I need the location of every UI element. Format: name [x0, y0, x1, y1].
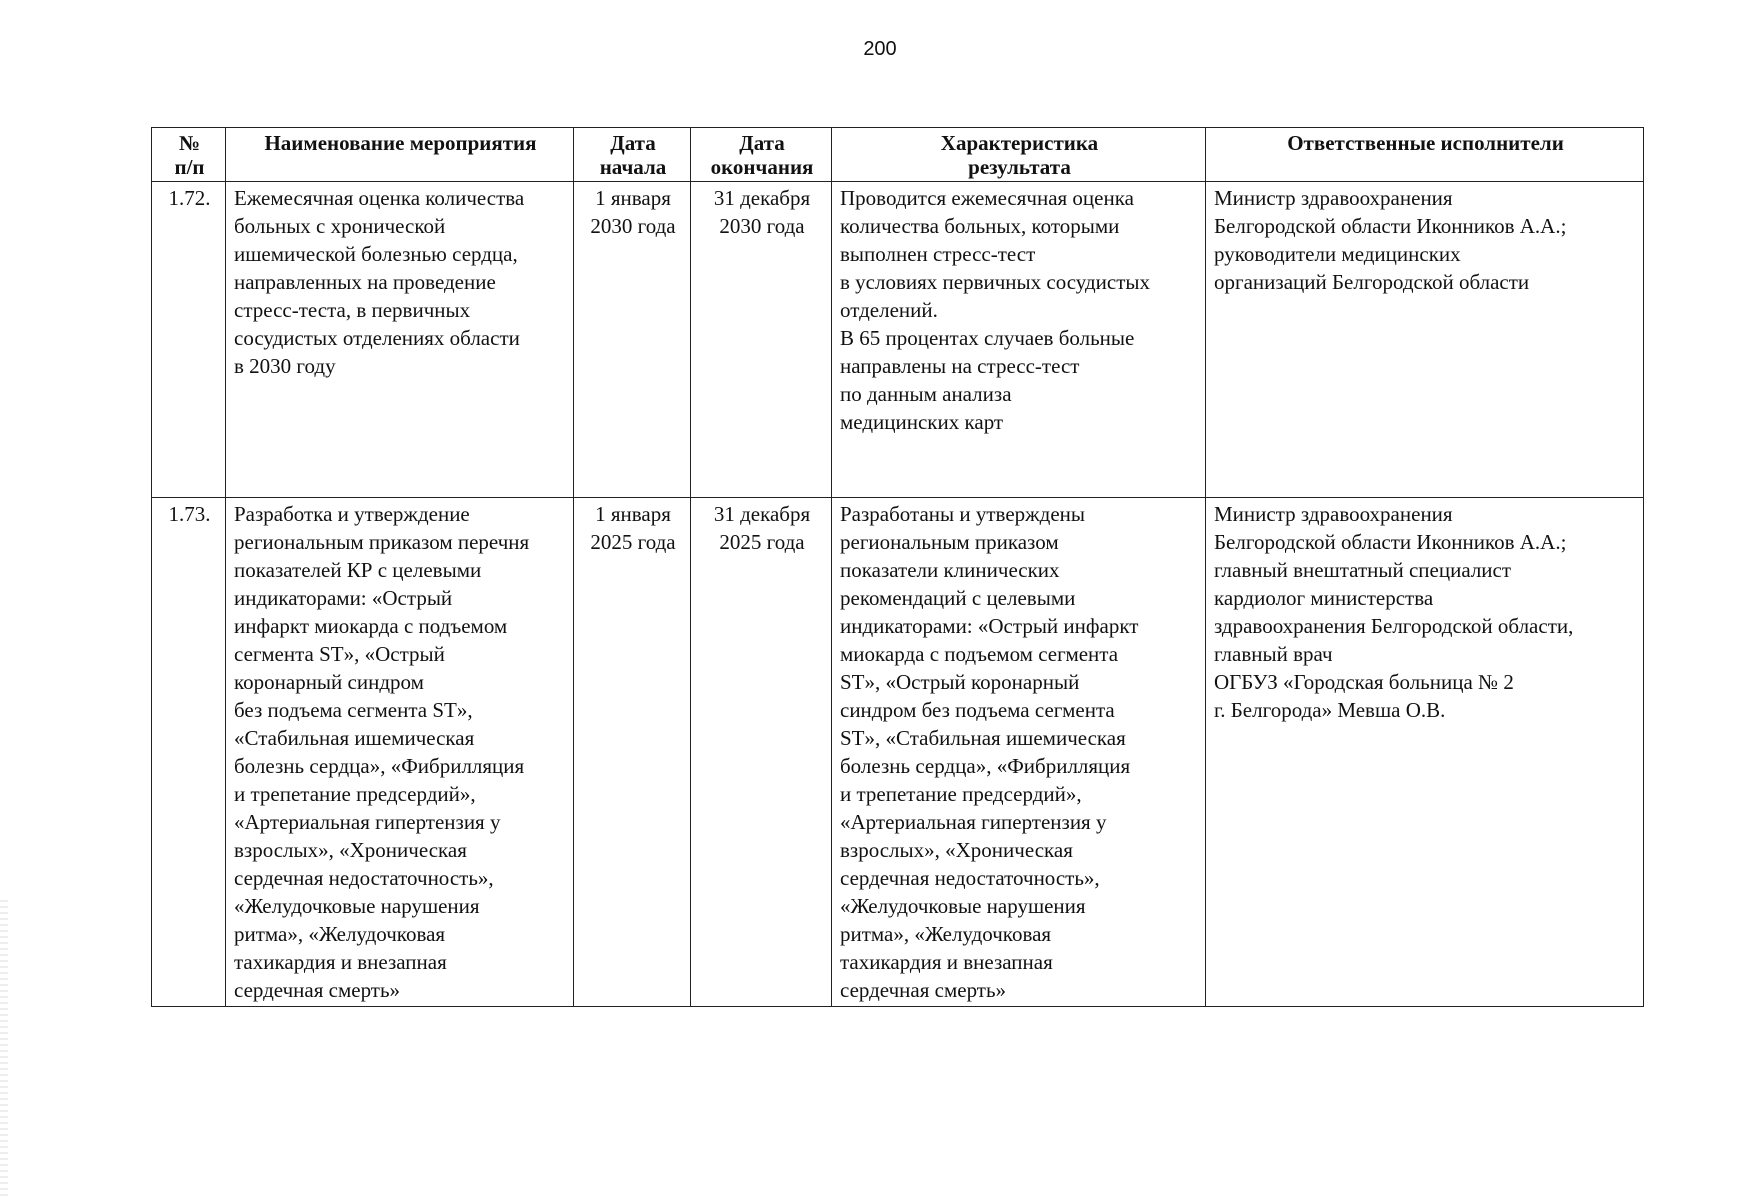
text-line: количества больных, которыми: [840, 214, 1120, 238]
text-line: сегмента ST», «Острый: [234, 642, 445, 666]
text-line: «Желудочковые нарушения: [840, 894, 1086, 918]
text-line: взрослых», «Хроническая: [234, 838, 467, 862]
text-line: Министр здравоохранения: [1214, 502, 1453, 526]
text-line: индикаторами: «Острый инфаркт: [840, 614, 1139, 638]
text-line: организаций Белгородской области: [1214, 270, 1530, 294]
text-line: сердечная смерть»: [840, 978, 1007, 1002]
header-end-date: [691, 128, 832, 182]
result-description: [832, 498, 1206, 1007]
start-date: [574, 498, 691, 1007]
text-line: синдром без подъема сегмента: [840, 698, 1115, 722]
text-line: главный врач: [1214, 642, 1333, 666]
text-line: отделений.: [840, 298, 938, 322]
row-number: 1.72.: [152, 182, 226, 498]
text-line: Белгородской области Иконников А.А.;: [1214, 530, 1567, 554]
table-row: [152, 498, 1644, 1007]
table-row: [152, 182, 1644, 498]
text-line: стресс-теста, в первичных: [234, 298, 471, 322]
responsible-persons: [1206, 498, 1644, 1007]
text-line: ритма», «Желудочковая: [234, 922, 446, 946]
text-line: миокарда с подъемом сегмента: [840, 642, 1119, 666]
header-number: [152, 128, 226, 182]
text-line: медицинских карт: [840, 410, 1004, 434]
table-header-row: [152, 128, 1644, 182]
text-line: главный внештатный специалист: [1214, 558, 1512, 582]
text-line: руководители медицинских: [1214, 242, 1461, 266]
text-line: Белгородской области Иконников А.А.;: [1214, 214, 1567, 238]
text-line: больных с хронической: [234, 214, 446, 238]
text-line: Ответственные исполнители: [1287, 131, 1564, 155]
text-line: 2030 года: [719, 214, 805, 238]
text-line: тахикардия и внезапная: [840, 950, 1053, 974]
text-line: Наименование мероприятия: [264, 131, 537, 155]
scan-edge-marks: [0, 900, 8, 1200]
activity-name: [226, 182, 574, 498]
text-line: в условиях первичных сосудистых: [840, 270, 1150, 294]
text-line: коронарный синдром: [234, 670, 424, 694]
text-line: В 65 процентах случаев больные: [840, 326, 1135, 350]
text-line: 1 января: [595, 186, 671, 210]
text-line: без подъема сегмента ST»,: [234, 698, 473, 722]
text-line: показателей КР с целевыми: [234, 558, 482, 582]
text-line: п/п: [174, 155, 205, 179]
text-line: «Артериальная гипертензия у: [840, 810, 1107, 834]
text-line: и трепетание предсердий»,: [840, 782, 1082, 806]
text-line: сердечная смерть»: [234, 978, 401, 1002]
text-line: результата: [968, 155, 1071, 179]
text-line: 2030 года: [590, 214, 676, 238]
text-line: окончания: [710, 155, 814, 179]
end-date: [691, 498, 832, 1007]
text-line: показатели клинических: [840, 558, 1060, 582]
text-line: сердечная недостаточность»,: [840, 866, 1100, 890]
end-date: [691, 182, 832, 498]
text-line: здравоохранения Белгородской области,: [1214, 614, 1574, 638]
text-line: тахикардия и внезапная: [234, 950, 447, 974]
header-activity-name: [226, 128, 574, 182]
text-line: и трепетание предсердий»,: [234, 782, 476, 806]
text-line: Разработка и утверждение: [234, 502, 470, 526]
header-result: [832, 128, 1206, 182]
text-line: Разработаны и утверждены: [840, 502, 1086, 526]
start-date: [574, 182, 691, 498]
text-line: начала: [599, 155, 667, 179]
text-line: №: [178, 131, 201, 155]
text-line: сосудистых отделениях области: [234, 326, 520, 350]
text-line: выполнен стресс-тест: [840, 242, 1036, 266]
text-line: направлены на стресс-тест: [840, 354, 1080, 378]
text-line: направленных на проведение: [234, 270, 496, 294]
text-line: «Желудочковые нарушения: [234, 894, 480, 918]
text-line: сердечная недостаточность»,: [234, 866, 494, 890]
text-line: ишемической болезнью сердца,: [234, 242, 518, 266]
activities-table: [151, 127, 1644, 1007]
text-line: 31 декабря: [713, 502, 811, 526]
text-line: Министр здравоохранения: [1214, 186, 1453, 210]
text-line: ОГБУЗ «Городская больница № 2: [1214, 670, 1514, 694]
text-line: в 2030 году: [234, 354, 336, 378]
activity-name: [226, 498, 574, 1007]
text-line: 1 января: [595, 502, 671, 526]
text-line: «Артериальная гипертензия у: [234, 810, 501, 834]
text-line: г. Белгорода» Мевша О.В.: [1214, 698, 1446, 722]
text-line: Ежемесячная оценка количества: [234, 186, 525, 210]
header-responsible: [1206, 128, 1644, 182]
text-line: региональным приказом перечня: [234, 530, 530, 554]
text-line: болезнь сердца», «Фибрилляция: [840, 754, 1131, 778]
header-start-date: [574, 128, 691, 182]
text-line: кардиолог министерства: [1214, 586, 1434, 610]
page-number: 200: [863, 38, 897, 60]
text-line: ритма», «Желудочковая: [840, 922, 1052, 946]
row-number: 1.73.: [152, 498, 226, 1007]
text-line: болезнь сердца», «Фибрилляция: [234, 754, 525, 778]
text-line: ST», «Стабильная ишемическая: [840, 726, 1126, 750]
text-line: 2025 года: [719, 530, 805, 554]
result-description: [832, 182, 1206, 498]
text-line: региональным приказом: [840, 530, 1059, 554]
responsible-persons: [1206, 182, 1644, 498]
text-line: Характеристика: [940, 131, 1099, 155]
text-line: инфаркт миокарда с подъемом: [234, 614, 508, 638]
text-line: индикаторами: «Острый: [234, 586, 453, 610]
text-line: Дата: [739, 131, 785, 155]
text-line: «Стабильная ишемическая: [234, 726, 475, 750]
text-line: 2025 года: [590, 530, 676, 554]
text-line: Проводится ежемесячная оценка: [840, 186, 1134, 210]
text-line: 31 декабря: [713, 186, 811, 210]
text-line: по данным анализа: [840, 382, 1012, 406]
text-line: рекомендаций с целевыми: [840, 586, 1076, 610]
text-line: ST», «Острый коронарный: [840, 670, 1080, 694]
text-line: Дата: [610, 131, 656, 155]
text-line: взрослых», «Хроническая: [840, 838, 1073, 862]
